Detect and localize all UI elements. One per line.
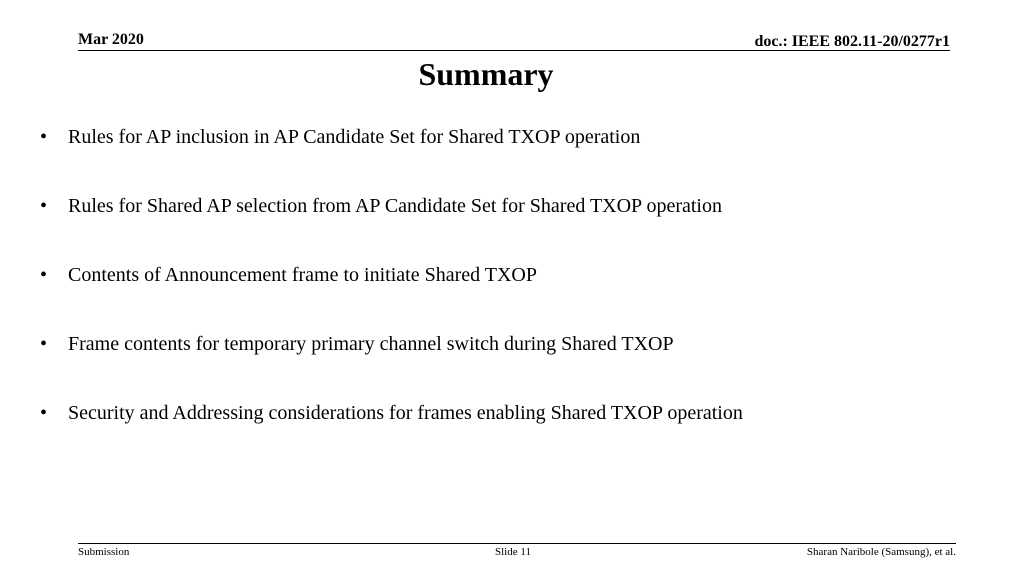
footer-slide-number: Slide 11 (495, 546, 531, 558)
header-divider (78, 50, 950, 51)
footer-divider (78, 543, 956, 544)
bullet-text: Frame contents for temporary primary channel switch during Shared TXOP (68, 333, 674, 355)
header-doc-id: doc.: IEEE 802.11-20/0277r1 (754, 33, 950, 50)
header-date: Mar 2020 (78, 31, 144, 48)
bullet-text: Security and Addressing considerations for frames enabling Shared TXOP operation (68, 402, 743, 424)
bullet-marker: • (40, 195, 48, 217)
slide-title: Summary (418, 56, 554, 92)
bullet-marker: • (40, 126, 48, 148)
footer-author: Sharan Naribole (Samsung), et al. (806, 546, 956, 558)
footer-submission: Submission (78, 546, 130, 558)
bullet-marker: • (40, 333, 48, 355)
bullet-text: Rules for Shared AP selection from AP Candidate Set for Shared TXOP operation (68, 195, 722, 217)
bullet-marker: • (40, 402, 48, 424)
bullet-text: Contents of Announcement frame to initiate Shared TXOP (68, 264, 537, 286)
bullet-marker: • (40, 264, 48, 286)
bullet-text: Rules for AP inclusion in AP Candidate Set for Shared TXOP operation (68, 126, 641, 148)
